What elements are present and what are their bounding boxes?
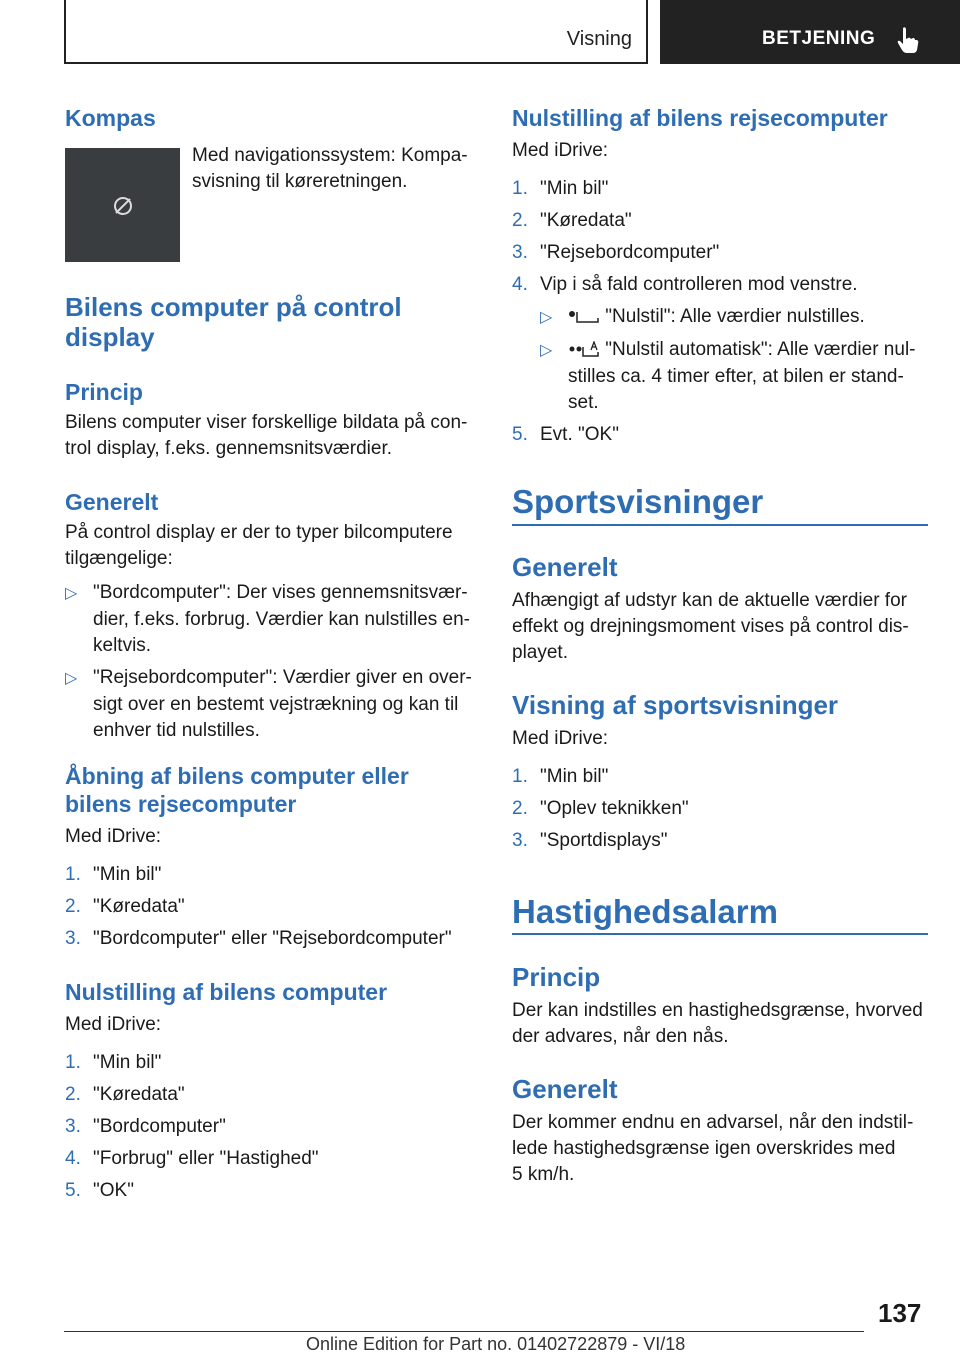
list-item: 3. "Bordcomputer" (65, 1116, 226, 1137)
auto-reset-icon (568, 341, 600, 359)
header-chapter-box (660, 0, 960, 64)
princip-section: Princip Bilens computer viser forskellige bildata på con- trol display, f.eks. gennemsnitsværdier. (65, 379, 468, 459)
compass-image (65, 148, 180, 262)
list-item: ▷ "Nulstil": Alle værdier nulstilles. (512, 304, 928, 331)
sport-heading: Sportsvisninger (512, 483, 764, 520)
bullet-triangle-icon: ▷ (540, 342, 553, 359)
hand-pointer-icon (896, 26, 920, 54)
footer-divider (64, 1331, 864, 1332)
section-divider (512, 933, 928, 935)
list-item: 1. "Min bil" (65, 864, 162, 885)
reset-section: Nulstilling af bilens computer Med iDrive: 1. "Min bil" 2. "Køredata" 3. "Bordcomputer" 4. "Forbrug" eller "Hastighed" 5. "OK" (65, 978, 475, 1204)
reset-icon (568, 309, 600, 325)
bullet-triangle-icon: ▷ (65, 670, 78, 687)
sport-general-section: Generelt Afhængigt af udstyr kan de aktuelle værdier for effekt og drejningsmoment vises på control dis- playet. (512, 552, 909, 663)
list-item: 1. "Min bil" (512, 178, 609, 199)
list-item: 4. "Forbrug" eller "Hastighed" (65, 1148, 319, 1169)
list-item: 4. Vip i så fald controlleren mod venstre. (512, 274, 858, 295)
list-item: 2. "Køredata" (65, 896, 185, 917)
list-item: 3. "Sportdisplays" (512, 830, 668, 851)
list-item: 2. "Køredata" (512, 210, 632, 231)
kompas-heading: Kompas (65, 105, 156, 131)
list-item: 3. "Bordcomputer" eller "Rejsebordcomputer" (65, 928, 452, 949)
section-divider (512, 524, 928, 526)
kompas-text: Med navigationssystem: Kompa- svisning til køreretningen. (192, 145, 468, 192)
list-item: 1. "Min bil" (65, 1052, 162, 1073)
list-item: 1. "Min bil" (512, 766, 609, 787)
generelt-section: Generelt På control display er der to typer bilcomputere tilgængelige: ▷ "Bordcomputer": Der vises gennemsnitsvær- dier, f.eks. forbrug. Værdier kan nulstilles en- keltvis. ▷ "Rejsebordcomputer": Værdier giver en over- sigt over en bestemt vejstrækning og kan til enhver tid nulstilles. (65, 488, 475, 744)
bullet-triangle-icon: ▷ (540, 309, 553, 326)
compass-icon (112, 195, 134, 217)
list-item: 5. "OK" (65, 1180, 134, 1201)
computer-heading: Bilens computer på control display (65, 292, 402, 352)
list-item: ▷ "Rejsebordcomputer": Værdier giver en over- sigt over en bestemt vejstrækning og kan til enhver tid nulstilles. (65, 667, 472, 741)
alarm-heading: Hastighedsalarm (512, 893, 778, 930)
open-section: Åbning af bilens computer eller bilens rejsecomputer Med iDrive: 1. "Min bil" 2. "Køredata" 3. "Bordcomputer" eller "Rejsebordcomputer" (65, 762, 475, 952)
bullet-triangle-icon: ▷ (65, 585, 78, 602)
reset-trip-section: Nulstilling af bilens rejsecomputer Med iDrive: 1. "Min bil" 2. "Køredata" 3. "Rejsebordcomputer" 4. Vip i så fald controlleren mod venstre. ▷ "Nulstil": Alle værdier nulstilles. ▷ "Nulstil automatisk": Alle værdier nul- stilles ca. 4 timer efter, at bilen er stand- set. 5. Evt. "OK" (512, 104, 928, 448)
header-chapter-title: BETJENING (762, 28, 876, 49)
alarm-princip-section: Princip Der kan indstilles en hastighedsgrænse, hvorved der advares, når den nås. (512, 962, 923, 1047)
list-item: 5. Evt. "OK" (512, 424, 619, 445)
list-item: 3. "Rejsebordcomputer" (512, 242, 720, 263)
footer-edition: Online Edition for Part no. 01402722879 - VI/18 (306, 1334, 686, 1354)
list-item: 2. "Køredata" (65, 1084, 185, 1105)
list-item: ▷ "Nulstil automatisk": Alle værdier nul- stilles ca. 4 timer efter, at bilen er stand- set. (540, 339, 916, 413)
sport-view-section: Visning af sportsvisninger Med iDrive: 1. "Min bil" 2. "Oplev teknikken" 3. "Sportdisplays" (512, 690, 928, 854)
page-number: 137 (878, 1298, 922, 1328)
list-item: 2. "Oplev teknikken" (512, 798, 689, 819)
header-section-title: Visning (566, 28, 632, 50)
alarm-general-section: Generelt Der kommer endnu en advarsel, når den indstil- lede hastighedsgrænse igen overskrides med 5 km/h. (512, 1074, 914, 1185)
header-section-box (64, 0, 648, 64)
list-item: ▷ "Bordcomputer": Der vises gennemsnitsvær- dier, f.eks. forbrug. Værdier kan nulstilles en- keltvis. (65, 582, 471, 656)
